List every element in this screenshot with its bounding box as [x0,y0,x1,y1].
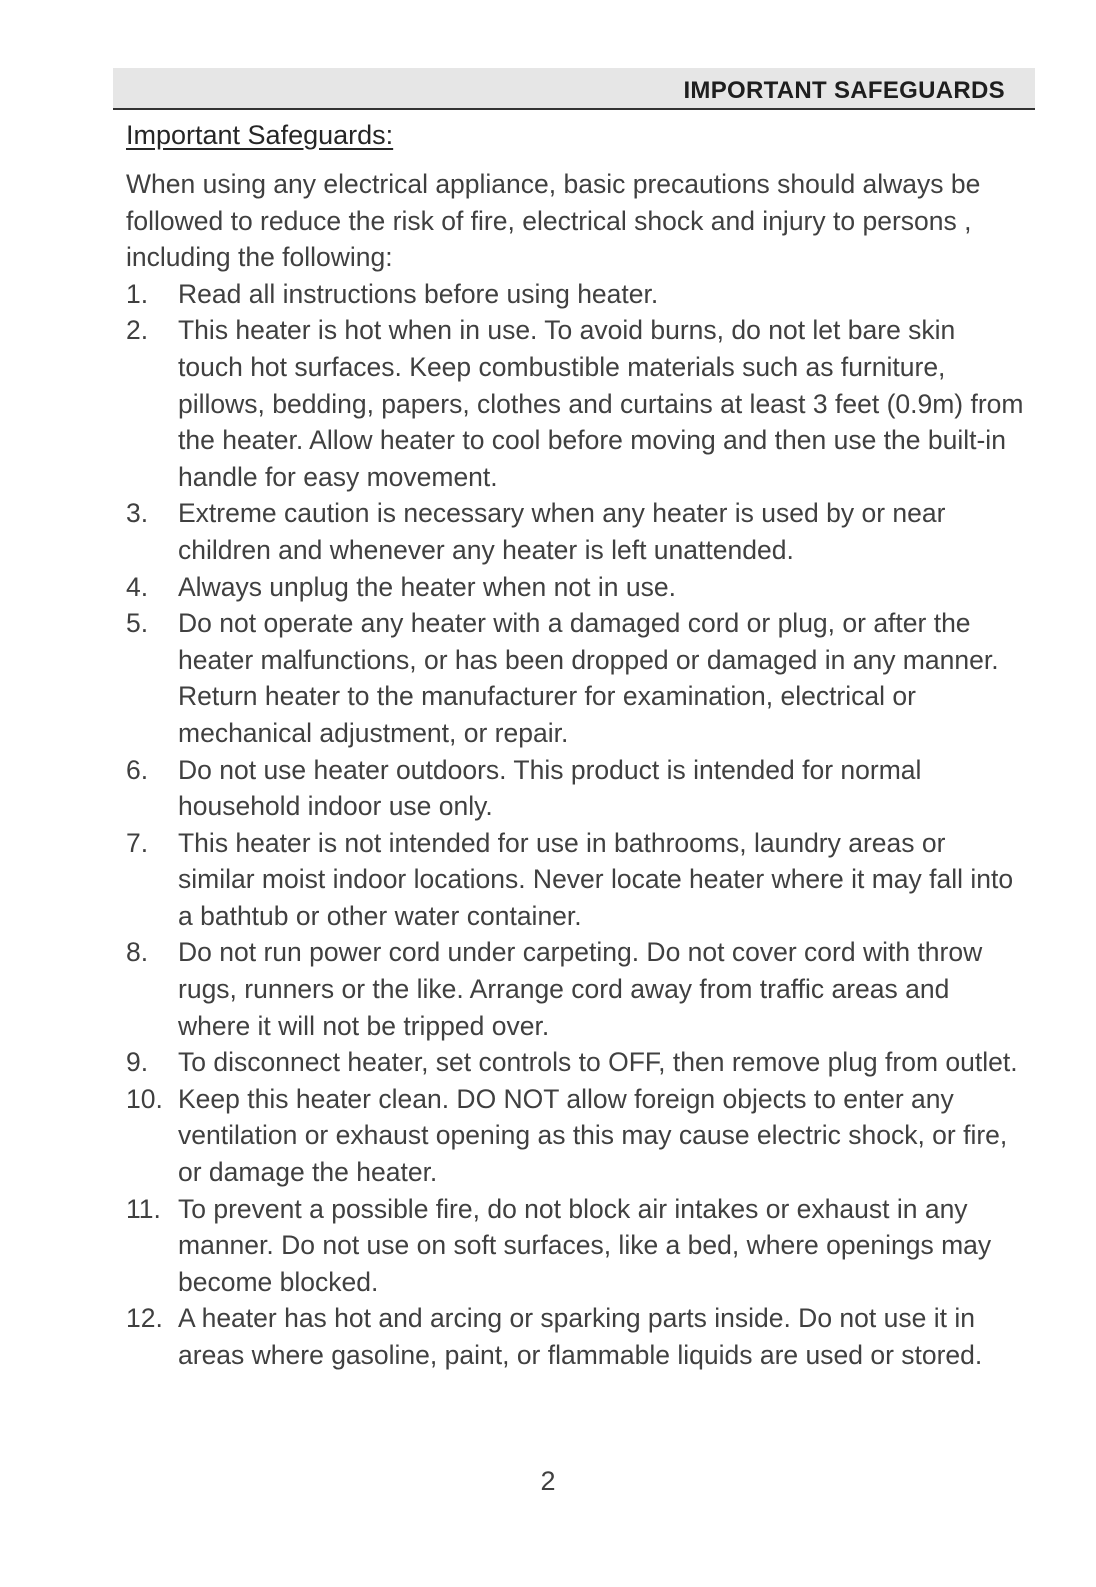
item-text: Do not use heater outdoors. This product is intended for normal household indoor use only. [178,754,922,822]
list-item [126,605,1026,751]
item-text: Do not run power cord under carpeting. Do not cover cord with throw rugs, runners or the like. Arrange cord away from traffic areas and where it will not be tripped over. [178,937,983,1041]
intro-paragraph: When using any electrical appliance, basic precautions should always be followed to reduce the risk of fire, electrical shock and injury to persons , including the following: [126,169,981,273]
item-number: 4. [126,571,149,602]
item-text: Keep this heater clean. DO NOT allow foreign objects to enter any ventilation or exhaust opening as this may cause electric shock, or fire, or damage the heater. [178,1083,1008,1188]
item-number: 2. [126,315,149,346]
item-text: To prevent a possible fire, do not block air intakes or exhaust in any manner. Do not use on soft surfaces, like a bed, where openings may become blocked. [178,1193,992,1297]
list-item [126,1044,1026,1081]
item-number: 8. [126,937,149,968]
item-text: Read all instructions before using heater. [178,278,659,309]
item-text: A heater has hot and arcing or sparking parts inside. Do not use it in areas where gasoline, paint, or flammable liquids are used or stored. [178,1303,983,1370]
item-text: To disconnect heater, set controls to OFF, then remove plug from outlet. [178,1047,1018,1078]
page-number: 2 [540,1466,556,1496]
list-item [126,1081,1026,1191]
header-bar [113,68,1035,110]
list-item [126,495,1026,568]
header-title: IMPORTANT SAFEGUARDS [683,77,1005,104]
item-text: This heater is hot when in use. To avoid burns, do not let bare skin touch hot surfaces. Keep combustible materials such as furniture, pillows, bedding, papers, clothes and curtains at least 3 feet (0.9m) from the heater. Allow heater to cool before moving and then use the built-in handle for easy movement. [178,315,1024,492]
list-item [126,569,1026,606]
item-text: This heater is not intended for use in bathrooms, laundry areas or similar moist indoor locations. Never locate heater where it may fall into a bathtub or other water container. [178,827,1014,931]
item-number: 9. [126,1047,149,1078]
list-item [126,934,1026,1044]
item-text: Do not operate any heater with a damaged cord or plug, or after the heater malfunctions, or has been dropped or damaged in any manner. Return heater to the manufacturer for examination, electrical or mechanical adjustment, or repair. [178,608,999,748]
list-item [126,312,1026,495]
item-number: 12. [126,1303,163,1334]
item-number: 11. [126,1193,161,1224]
list-item [126,1300,1026,1373]
item-number: 7. [126,827,149,858]
item-number: 6. [126,754,149,785]
list-item [126,825,1026,935]
item-number: 3. [126,498,149,529]
item-number: 10. [126,1083,163,1114]
list-item [126,752,1026,825]
item-number: 1. [126,278,149,309]
list-item [126,1191,1026,1301]
item-text: Always unplug the heater when not in use. [178,571,676,602]
section-title: Important Safeguards: [126,120,394,150]
list-item [126,276,1026,313]
item-number: 5. [126,608,149,639]
safeguards-content [126,166,1026,1374]
item-text: Extreme caution is necessary when any heater is used by or near children and whenever any heater is left unattended. [178,498,946,565]
safeguards-list [126,276,1026,1374]
